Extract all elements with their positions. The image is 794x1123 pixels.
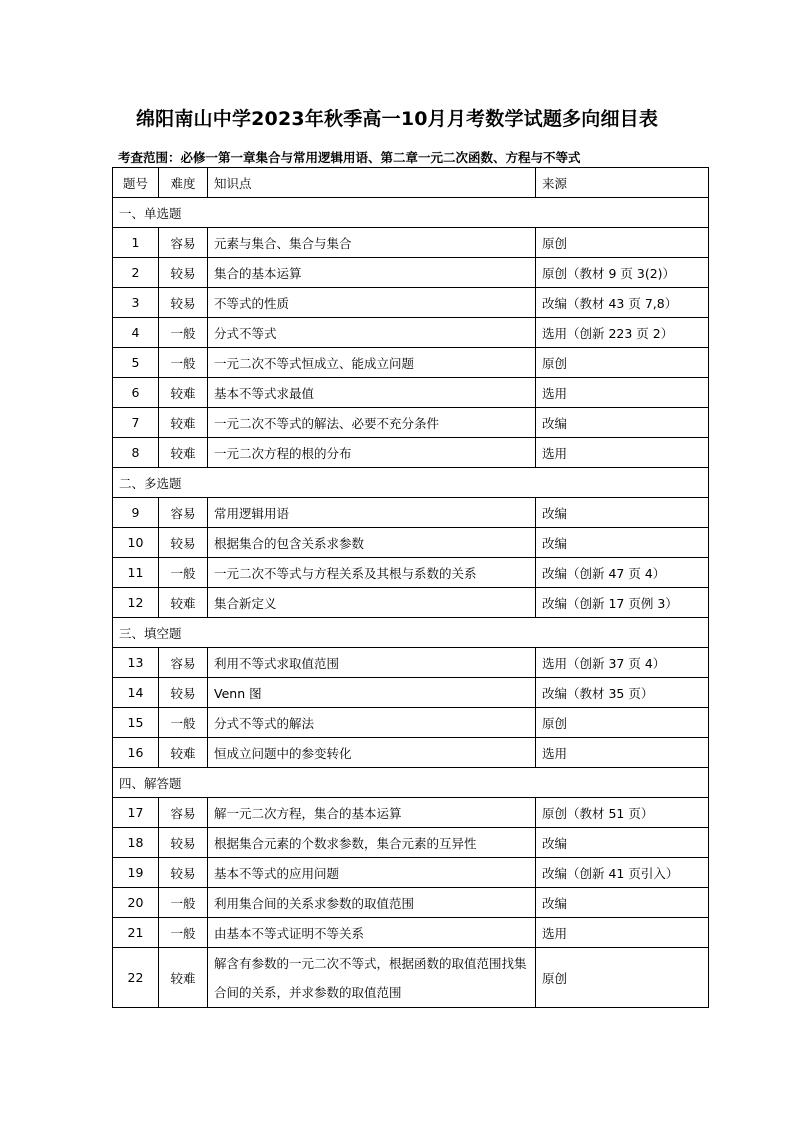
topic-cell: 一元二次不等式与方程关系及其根与系数的关系 [208, 558, 536, 588]
difficulty-cell: 一般 [159, 348, 208, 378]
header-source: 来源 [536, 168, 709, 198]
topic-cell: 基本不等式求最值 [208, 378, 536, 408]
section-title: 一、单选题 [113, 198, 709, 228]
table-row [113, 738, 709, 768]
question-number: 13 [113, 648, 159, 678]
topic-cell: 不等式的性质 [208, 288, 536, 318]
header-row [113, 168, 709, 198]
section-row [113, 768, 709, 798]
topic-cell: 常用逻辑用语 [208, 498, 536, 528]
question-number: 5 [113, 348, 159, 378]
topic-cell: 一元二次方程的根的分布 [208, 438, 536, 468]
question-number: 21 [113, 918, 159, 948]
question-number: 2 [113, 258, 159, 288]
difficulty-cell: 较易 [159, 528, 208, 558]
difficulty-cell: 较难 [159, 378, 208, 408]
source-cell: 改编（教材 35 页） [536, 678, 709, 708]
question-number: 11 [113, 558, 159, 588]
table-row [113, 438, 709, 468]
topic-cell: 解一元二次方程，集合的基本运算 [208, 798, 536, 828]
table-row [113, 378, 709, 408]
topic-cell: 解含有参数的一元二次不等式，根据函数的取值范围找集合间的关系，并求参数的取值范围 [208, 948, 536, 1008]
difficulty-cell: 较易 [159, 288, 208, 318]
source-cell: 选用 [536, 438, 709, 468]
question-number: 9 [113, 498, 159, 528]
topic-cell: 根据集合的包含关系求参数 [208, 528, 536, 558]
spec-table-body [113, 168, 709, 1008]
source-cell: 改编 [536, 498, 709, 528]
question-number: 15 [113, 708, 159, 738]
table-row [113, 408, 709, 438]
source-cell: 改编 [536, 888, 709, 918]
source-cell: 选用 [536, 918, 709, 948]
topic-cell: 一元二次不等式的解法、必要不充分条件 [208, 408, 536, 438]
source-cell: 选用（创新 37 页 4） [536, 648, 709, 678]
question-number: 16 [113, 738, 159, 768]
table-row [113, 708, 709, 738]
difficulty-cell: 较难 [159, 438, 208, 468]
source-cell: 原创 [536, 948, 709, 1008]
section-title: 二、多选题 [113, 468, 709, 498]
difficulty-cell: 较易 [159, 858, 208, 888]
source-cell: 改编（创新 41 页引入） [536, 858, 709, 888]
table-row [113, 228, 709, 258]
question-number: 1 [113, 228, 159, 258]
table-row [113, 678, 709, 708]
source-cell: 选用 [536, 738, 709, 768]
difficulty-cell: 一般 [159, 888, 208, 918]
difficulty-cell: 较易 [159, 678, 208, 708]
table-row [113, 918, 709, 948]
source-cell: 原创（教材 9 页 3(2)） [536, 258, 709, 288]
question-number: 18 [113, 828, 159, 858]
topic-cell: 元素与集合、集合与集合 [208, 228, 536, 258]
source-cell: 改编 [536, 528, 709, 558]
question-number: 3 [113, 288, 159, 318]
difficulty-cell: 较易 [159, 258, 208, 288]
source-cell: 改编 [536, 828, 709, 858]
source-cell: 原创（教材 51 页） [536, 798, 709, 828]
difficulty-cell: 一般 [159, 708, 208, 738]
source-cell: 改编 [536, 408, 709, 438]
table-row [113, 348, 709, 378]
question-number: 17 [113, 798, 159, 828]
table-row [113, 888, 709, 918]
difficulty-cell: 一般 [159, 318, 208, 348]
table-row [113, 648, 709, 678]
header-topic: 知识点 [208, 168, 536, 198]
topic-cell: 根据集合元素的个数求参数，集合元素的互异性 [208, 828, 536, 858]
difficulty-cell: 一般 [159, 918, 208, 948]
source-cell: 改编（教材 43 页 7,8） [536, 288, 709, 318]
source-cell: 改编（创新 47 页 4） [536, 558, 709, 588]
header-difficulty: 难度 [159, 168, 208, 198]
exam-scope: 考查范围：必修一第一章集合与常用逻辑用语、第二章一元二次函数、方程与不等式 [118, 150, 581, 165]
table-row [113, 798, 709, 828]
topic-cell: 一元二次不等式恒成立、能成立问题 [208, 348, 536, 378]
table-row [113, 318, 709, 348]
topic-cell: 集合新定义 [208, 588, 536, 618]
source-cell: 原创 [536, 708, 709, 738]
spec-table [112, 167, 709, 1008]
difficulty-cell: 容易 [159, 498, 208, 528]
difficulty-cell: 容易 [159, 648, 208, 678]
topic-cell: 分式不等式的解法 [208, 708, 536, 738]
topic-cell: 集合的基本运算 [208, 258, 536, 288]
question-number: 4 [113, 318, 159, 348]
topic-cell: 利用集合间的关系求参数的取值范围 [208, 888, 536, 918]
difficulty-cell: 较难 [159, 408, 208, 438]
source-cell: 选用（创新 223 页 2） [536, 318, 709, 348]
topic-cell: 由基本不等式证明不等关系 [208, 918, 536, 948]
question-number: 7 [113, 408, 159, 438]
source-cell: 改编（创新 17 页例 3） [536, 588, 709, 618]
question-number: 22 [113, 948, 159, 1008]
difficulty-cell: 较难 [159, 948, 208, 1008]
question-number: 10 [113, 528, 159, 558]
question-number: 14 [113, 678, 159, 708]
difficulty-cell: 容易 [159, 798, 208, 828]
table-row [113, 948, 709, 1008]
source-cell: 原创 [536, 348, 709, 378]
table-row [113, 588, 709, 618]
section-row [113, 618, 709, 648]
topic-cell: Venn 图 [208, 678, 536, 708]
section-row [113, 468, 709, 498]
table-row [113, 828, 709, 858]
table-row [113, 858, 709, 888]
question-number: 8 [113, 438, 159, 468]
topic-cell: 基本不等式的应用问题 [208, 858, 536, 888]
header-no: 题号 [113, 168, 159, 198]
section-title: 三、填空题 [113, 618, 709, 648]
section-title: 四、解答题 [113, 768, 709, 798]
table-row [113, 498, 709, 528]
difficulty-cell: 较难 [159, 588, 208, 618]
difficulty-cell: 较难 [159, 738, 208, 768]
question-number: 6 [113, 378, 159, 408]
source-cell: 原创 [536, 228, 709, 258]
table-row [113, 528, 709, 558]
table-row [113, 558, 709, 588]
table-row [113, 258, 709, 288]
topic-cell: 分式不等式 [208, 318, 536, 348]
table-row [113, 288, 709, 318]
question-number: 19 [113, 858, 159, 888]
difficulty-cell: 一般 [159, 558, 208, 588]
section-row [113, 198, 709, 228]
difficulty-cell: 容易 [159, 228, 208, 258]
topic-cell: 利用不等式求取值范围 [208, 648, 536, 678]
page-title: 绵阳南山中学2023年秋季高一10月月考数学试题多向细目表 [135, 108, 659, 130]
topic-cell: 恒成立问题中的参变转化 [208, 738, 536, 768]
question-number: 12 [113, 588, 159, 618]
source-cell: 选用 [536, 378, 709, 408]
difficulty-cell: 较易 [159, 828, 208, 858]
question-number: 20 [113, 888, 159, 918]
